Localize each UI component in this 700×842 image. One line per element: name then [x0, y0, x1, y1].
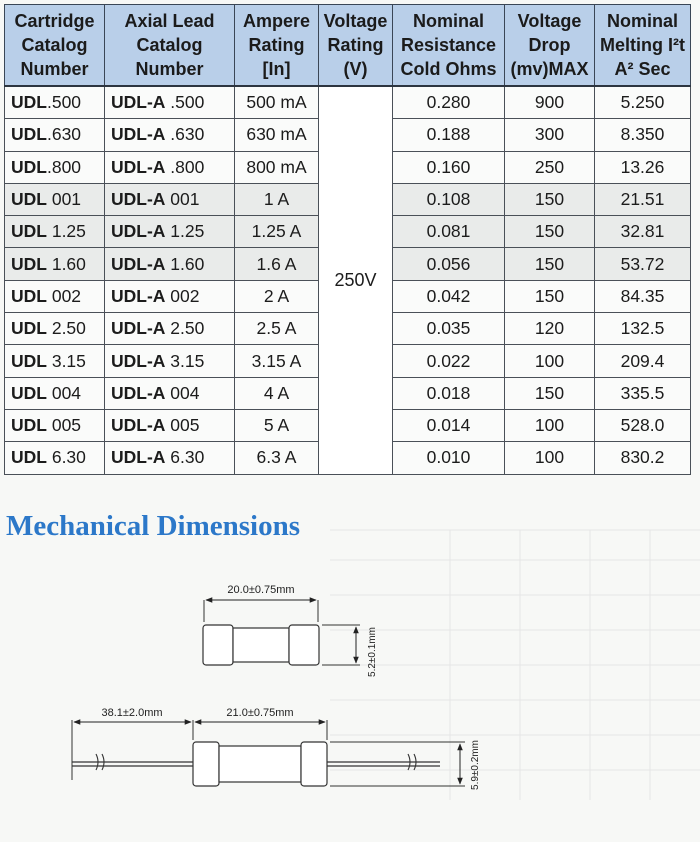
- melting-i2t-cell: 209.4: [595, 345, 691, 377]
- catalog-suffix: 1.60: [165, 253, 205, 274]
- melting-i2t-header: [595, 5, 691, 87]
- melting-i2t-cell: 84.35: [595, 280, 691, 312]
- header-line: (mv)MAX: [510, 59, 589, 79]
- voltage-drop-cell: 120: [505, 313, 595, 345]
- resistance-cell: 0.014: [393, 409, 505, 441]
- catalog-prefix: UDL: [11, 189, 47, 210]
- catalog-prefix: UDL-A: [111, 415, 166, 436]
- melting-i2t-cell: 32.81: [595, 216, 691, 248]
- melting-i2t-cell: 53.72: [595, 248, 691, 280]
- catalog-prefix: UDL-A: [111, 253, 166, 274]
- catalog-suffix: 1.25: [165, 221, 205, 242]
- resistance-cell: 0.035: [393, 313, 505, 345]
- table-row: [5, 86, 691, 119]
- header-line: Rating: [327, 35, 384, 55]
- catalog-prefix: UDL: [11, 156, 47, 177]
- catalog-prefix: UDL-A: [111, 124, 166, 145]
- catalog-suffix: 1.60: [46, 253, 86, 274]
- catalog-prefix: UDL-A: [111, 447, 166, 468]
- axial-body-length-label: 21.0±0.75mm: [226, 707, 294, 719]
- voltage-drop-cell: 100: [505, 345, 595, 377]
- axial-diameter-label: 5.9±0.2mm: [470, 740, 481, 790]
- catalog-suffix: 6.30: [165, 447, 205, 468]
- cartridge-catalog-cell: [5, 151, 105, 183]
- header-line: Axial Lead: [124, 11, 215, 31]
- ampere-rating-cell: 5 A: [235, 409, 319, 441]
- resistance-cell: 0.018: [393, 377, 505, 409]
- catalog-prefix: UDL: [11, 92, 47, 113]
- catalog-prefix: UDL: [11, 318, 47, 339]
- catalog-prefix: UDL-A: [111, 382, 166, 403]
- ampere-rating-cell: 2.5 A: [235, 313, 319, 345]
- catalog-suffix: 001: [46, 189, 82, 210]
- voltage-drop-cell: 150: [505, 183, 595, 215]
- catalog-prefix: UDL: [11, 285, 47, 306]
- cartridge-catalog-cell: [5, 119, 105, 151]
- voltage-drop-cell: 100: [505, 409, 595, 441]
- mechanical-dimensions-heading: Mechanical Dimensions: [6, 510, 301, 542]
- header-line: Cold Ohms: [400, 59, 497, 79]
- catalog-suffix: 001: [165, 189, 200, 210]
- header-line: Nominal: [606, 11, 678, 31]
- catalog-prefix: UDL: [11, 221, 47, 242]
- axial-catalog-cell: [105, 183, 235, 215]
- catalog-suffix: 004: [46, 382, 82, 403]
- cartridge-catalog-cell: [5, 183, 105, 215]
- melting-i2t-cell: 528.0: [595, 409, 691, 441]
- mechanical-drawing: [0, 560, 700, 840]
- voltage-drop-cell: 150: [505, 377, 595, 409]
- cartridge-catalog-cell: [5, 442, 105, 474]
- header-line: Cartridge: [14, 11, 95, 31]
- header-line: Voltage: [323, 11, 388, 31]
- catalog-prefix: UDL-A: [111, 221, 166, 242]
- cartridge-catalog-cell: [5, 377, 105, 409]
- header-line: A² Sec: [614, 59, 671, 79]
- cartridge-catalog-cell: [5, 313, 105, 345]
- resistance-cell: 0.022: [393, 345, 505, 377]
- catalog-prefix: UDL-A: [111, 350, 166, 371]
- resistance-cell: 0.056: [393, 248, 505, 280]
- ampere-rating-cell: 500 mA: [235, 86, 319, 119]
- ampere-rating-cell: 1.25 A: [235, 216, 319, 248]
- resistance-cell: 0.188: [393, 119, 505, 151]
- nominal-resistance-header: [393, 5, 505, 87]
- header-line: (V): [343, 59, 368, 79]
- cartridge-catalog-cell: [5, 216, 105, 248]
- voltage-drop-cell: 250: [505, 151, 595, 183]
- resistance-cell: 0.160: [393, 151, 505, 183]
- cartridge-catalog-cell: [5, 280, 105, 312]
- axial-catalog-cell: [105, 119, 235, 151]
- header-line: [In]: [262, 59, 291, 79]
- catalog-suffix: 2.50: [165, 318, 205, 339]
- ampere-rating-cell: 630 mA: [235, 119, 319, 151]
- catalog-suffix: 2.50: [46, 318, 86, 339]
- melting-i2t-cell: 13.26: [595, 151, 691, 183]
- axial-catalog-cell: [105, 151, 235, 183]
- catalog-suffix: .630: [165, 124, 205, 145]
- axial-catalog-cell: [105, 345, 235, 377]
- axial-catalog-cell: [105, 377, 235, 409]
- header-line: Number: [20, 59, 89, 79]
- melting-i2t-cell: 830.2: [595, 442, 691, 474]
- catalog-prefix: UDL: [11, 124, 47, 145]
- header-line: Catalog: [136, 35, 203, 55]
- melting-i2t-cell: 21.51: [595, 183, 691, 215]
- cartridge-fuse-drawing: [203, 625, 319, 665]
- header-line: Drop: [528, 35, 571, 55]
- header-line: Resistance: [400, 35, 497, 55]
- melting-i2t-cell: 132.5: [595, 313, 691, 345]
- header-line: Rating: [248, 35, 305, 55]
- catalog-suffix: 3.15: [165, 350, 205, 371]
- voltage-drop-cell: 300: [505, 119, 595, 151]
- catalog-prefix: UDL: [11, 253, 47, 274]
- catalog-suffix: .800: [165, 156, 205, 177]
- voltage-drop-header: [505, 5, 595, 87]
- cartridge-catalog-cell: [5, 86, 105, 119]
- axial-catalog-cell: [105, 280, 235, 312]
- voltage-drop-cell: 100: [505, 442, 595, 474]
- ampere-rating-cell: 3.15 A: [235, 345, 319, 377]
- cartridge-catalog-cell: [5, 248, 105, 280]
- catalog-suffix: .630: [46, 124, 82, 145]
- cartridge-catalog-header: [5, 5, 105, 87]
- catalog-suffix: 6.30: [46, 447, 86, 468]
- catalog-suffix: .800: [46, 156, 82, 177]
- cartridge-catalog-cell: [5, 409, 105, 441]
- resistance-cell: 0.010: [393, 442, 505, 474]
- cartridge-diameter-label: 5.2±0.1mm: [367, 627, 378, 677]
- axial-catalog-cell: [105, 86, 235, 119]
- resistance-cell: 0.042: [393, 280, 505, 312]
- table-header-row: [5, 5, 691, 87]
- axial-lead-catalog-header: [105, 5, 235, 87]
- ampere-rating-cell: 1 A: [235, 183, 319, 215]
- axial-lead-fuse-drawing: [72, 742, 440, 786]
- catalog-prefix: UDL-A: [111, 318, 166, 339]
- resistance-cell: 0.108: [393, 183, 505, 215]
- voltage-drop-cell: 150: [505, 248, 595, 280]
- catalog-prefix: UDL-A: [111, 156, 166, 177]
- ampere-rating-cell: 800 mA: [235, 151, 319, 183]
- ampere-rating-cell: 4 A: [235, 377, 319, 409]
- header-line: Nominal: [412, 11, 484, 31]
- catalog-prefix: UDL: [11, 382, 47, 403]
- voltage-rating-cell: 250V: [319, 86, 393, 474]
- header-line: Voltage: [517, 11, 582, 31]
- melting-i2t-cell: 8.350: [595, 119, 691, 151]
- catalog-prefix: UDL: [11, 447, 47, 468]
- cartridge-catalog-cell: [5, 345, 105, 377]
- resistance-cell: 0.280: [393, 86, 505, 119]
- ampere-rating-cell: 6.3 A: [235, 442, 319, 474]
- catalog-suffix: 004: [165, 382, 200, 403]
- catalog-suffix: 3.15: [46, 350, 86, 371]
- catalog-prefix: UDL: [11, 415, 47, 436]
- header-line: Number: [135, 59, 204, 79]
- catalog-prefix: UDL-A: [111, 285, 166, 306]
- cartridge-length-label: 20.0±0.75mm: [227, 584, 295, 596]
- axial-catalog-cell: [105, 409, 235, 441]
- header-line: Ampere: [242, 11, 311, 31]
- catalog-suffix: 005: [46, 415, 82, 436]
- axial-catalog-cell: [105, 442, 235, 474]
- header-line: Catalog: [21, 35, 88, 55]
- ampere-rating-cell: 2 A: [235, 280, 319, 312]
- voltage-drop-cell: 150: [505, 280, 595, 312]
- catalog-prefix: UDL-A: [111, 92, 166, 113]
- catalog-prefix: UDL: [11, 350, 47, 371]
- catalog-suffix: 002: [46, 285, 82, 306]
- catalog-suffix: 005: [165, 415, 200, 436]
- voltage-rating-header: [319, 5, 393, 87]
- catalog-suffix: .500: [46, 92, 82, 113]
- catalog-prefix: UDL-A: [111, 189, 166, 210]
- melting-i2t-cell: 5.250: [595, 86, 691, 119]
- resistance-cell: 0.081: [393, 216, 505, 248]
- voltage-drop-cell: 900: [505, 86, 595, 119]
- axial-catalog-cell: [105, 248, 235, 280]
- catalog-suffix: 1.25: [46, 221, 86, 242]
- ampere-rating-cell: 1.6 A: [235, 248, 319, 280]
- catalog-suffix: .500: [165, 92, 205, 113]
- axial-catalog-cell: [105, 216, 235, 248]
- lead-length-label: 38.1±2.0mm: [101, 707, 163, 719]
- melting-i2t-cell: 335.5: [595, 377, 691, 409]
- header-line: Melting I²t: [600, 35, 685, 55]
- ampere-rating-header: [235, 5, 319, 87]
- voltage-drop-cell: 150: [505, 216, 595, 248]
- catalog-suffix: 002: [165, 285, 200, 306]
- table-body: [5, 86, 691, 474]
- fuse-spec-table: [4, 4, 691, 475]
- axial-catalog-cell: [105, 313, 235, 345]
